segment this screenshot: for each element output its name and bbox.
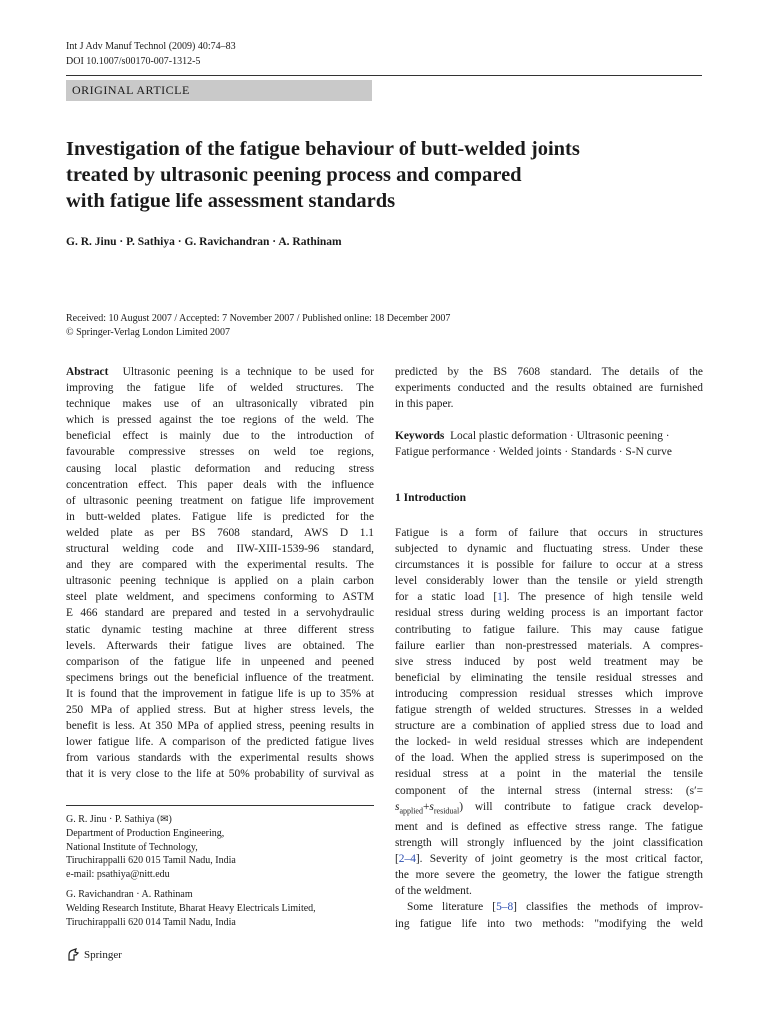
abstract-line: causing local plastic deformation and reducing stress [66, 462, 374, 475]
body-line: of the load. When the applied stress is superimposed on the [395, 752, 703, 765]
abstract-line: levels. Afterwards their fatigue lives are obtained. The [66, 639, 374, 652]
body-line: ment and is defined as effective stress range. The fatigue [395, 820, 703, 833]
copyright-line: © Springer-Verlag London Limited 2007 [66, 327, 231, 338]
body-line: [2–4]. Severity of joint geometry is the most critical factor, [395, 853, 703, 866]
abstract-line: beneficial effect is mainly due to the introduction of [66, 430, 374, 443]
body-line: for a static load [1]. The presence of high tensile weld [395, 591, 704, 604]
history-line: Received: 10 August 2007 / Accepted: 7 November 2007 / Published online: 18 December 2007 [66, 313, 451, 324]
affiliation-block-1 [66, 813, 236, 882]
abstract-line: ultrasonic peening technique is applied on a plain carbon [66, 575, 374, 588]
abstract-line: in this paper. [395, 398, 454, 411]
abstract-line: which is pressed against the toe regions of the weld. The [66, 414, 374, 427]
body-line: introducing compression residual stresses which improve [395, 687, 703, 700]
affiliation-line: G. R. Jinu · P. Sathiya (✉) [66, 814, 172, 825]
body-line: ing fatigue life into two methods: "modifying the weld [395, 917, 703, 930]
body-line: sive stress induced by post weld treatment may be [395, 655, 703, 668]
citation-link[interactable]: 5–8 [496, 901, 514, 914]
doi[interactable]: DOI 10.1007/s00170-007-1312-5 [66, 56, 201, 67]
abstract-heading: Abstract [66, 366, 109, 378]
title-line: Investigation of the fatigue behaviour of butt-welded joints [66, 138, 580, 160]
abstract [66, 364, 374, 782]
citation-link[interactable]: 2–4 [398, 853, 416, 866]
body-line: structure are a combination of applied stress due to load and [395, 720, 703, 733]
body-line: circumstances it is possible for failure to occur at a stress [395, 559, 703, 572]
affiliation-line: Welding Research Institute, Bharat Heavy Electricals Limited, [66, 902, 316, 914]
affiliation-line: Department of Production Engineering, [66, 827, 225, 839]
abstract-line: lower fatigue life. A comparison of the predicted fatigue lives [66, 736, 374, 749]
body-line: subjected to dynamic and fluctuating stress. Under these [395, 543, 703, 556]
body-line: level considerably lower than the tensile or yield strength [395, 575, 703, 588]
abstract-line: favourable compressive stresses on weld toe regions, [66, 446, 374, 459]
body-line: contributing to fatigue failure. This may cause fatigue [395, 623, 703, 636]
header-rule [66, 75, 702, 76]
affiliation-line: G. Ravichandran · A. Rathinam [66, 889, 193, 900]
abstract-line: static dynamic testing machine at three different stress [66, 623, 374, 636]
abstract-line: It is found that the improvement in fatigue life is up to 35% at [66, 687, 374, 700]
abstract-line: 250 MPa of applied stress. But at higher stress levels, the [66, 703, 374, 716]
abstract-line: technique makes use of an ultrasonically vibrated pin [66, 398, 374, 411]
affiliation-line: National Institute of Technology, [66, 841, 198, 853]
email-link[interactable]: e-mail: psathiya@nitt.edu [66, 869, 170, 881]
title-line: with fatigue life assessment standards [66, 190, 396, 212]
springer-horse-icon [66, 948, 80, 962]
body-line: of the weldment. [395, 885, 472, 898]
affiliation-block-2 [66, 888, 316, 929]
paper-title [66, 136, 686, 214]
abstract-line: in butt-welded plates. Fatigue life is predicted for the [66, 510, 374, 523]
abstract-line: welded plate as per BS 7608 standard, AWS D 1.1 [66, 526, 374, 539]
citation-link[interactable]: 1 [497, 591, 503, 604]
abstract-line: steel plate weldment, and specimens conforming to ASTM [66, 591, 374, 604]
title-line: treated by ultrasonic peening process and compared [66, 164, 522, 186]
abstract-continued [395, 364, 703, 412]
keywords-line: Keywords Local plastic deformation · Ultrasonic peening · [395, 430, 670, 442]
body-line: residual stress at a point in the material the tensile [395, 768, 703, 781]
publisher-footer [66, 948, 122, 962]
abstract-line: of ultrasonic peening treatment on fatigue life improvement [66, 494, 374, 507]
body-line: the locked- in weld residual stresses which are independent [395, 736, 703, 749]
introduction-body [395, 525, 703, 932]
body-line-formula: $s_{applied}+s_{residual}$) will contribute to fatigue crack develop- [395, 800, 703, 815]
publication-history [66, 312, 450, 340]
article-type-label: ORIGINAL ARTICLE [66, 80, 372, 101]
abstract-line: specimens brings out the beneficial influence of the treatment. [66, 671, 374, 684]
abstract-line: improving the fatigue life of welded structures. The [66, 382, 374, 395]
body-line: Fatigue is a form of failure that occurs in structures [395, 527, 703, 539]
abstract-line: from various standards with the experimental results shows [66, 752, 374, 765]
abstract-line: and they are compared with the experimental results. The [66, 559, 374, 572]
keywords [395, 428, 703, 460]
body-line: component of the internal stress (internal stress: (s′= [395, 784, 703, 797]
affiliation-line: Tiruchirappalli 620 015 Tamil Nadu, India [66, 855, 236, 867]
abstract-line: predicted by the BS 7608 standard. The details of the [395, 366, 703, 378]
abstract-line: comparison of the fatigue life in unpeened and peened [66, 655, 374, 668]
body-line: failure earlier than non-prestressed materials. A compres- [395, 639, 703, 652]
abstract-line: concentration effect. This paper deals with the influence [66, 478, 374, 491]
abstract-line: structural welding code and IIW-XIII-1539-96 standard, [66, 543, 374, 556]
abstract-line: benefit is less. At 350 MPa of applied stress, peening results in [66, 720, 374, 733]
footnote-rule [66, 805, 374, 806]
abstract-line: Abstract Ultrasonic peening is a technique to be used for [66, 366, 374, 378]
journal-citation: Int J Adv Manuf Technol (2009) 40:74–83 [66, 41, 236, 52]
keywords-line: Fatigue performance · Welded joints · Standards · S-N curve [395, 446, 672, 459]
abstract-line: experiments conducted and the results obtained are furnished [395, 382, 703, 395]
body-line: fatigue strength of welded structures. Stresses in a welded [395, 704, 703, 717]
body-line: Some literature [5–8] classifies the methods of improv- [407, 901, 703, 914]
affiliation-line: Tiruchirappalli 620 014 Tamil Nadu, India [66, 916, 236, 928]
body-line: residual stress during welding process is an important factor [395, 607, 703, 620]
abstract-line: E 466 standard are prepared and tested in a servohydraulic [66, 607, 374, 620]
publisher-name: Springer [84, 949, 122, 961]
body-line: strength will strongly influenced by the joint classification [395, 837, 703, 850]
abstract-line: that it is very close to the life at 50% probability of survival as [66, 768, 374, 781]
body-line: beneficial by eliminating the tensile residual stresses and [395, 671, 703, 684]
keywords-heading: Keywords [395, 430, 445, 442]
section-heading: 1 Introduction [395, 492, 467, 504]
body-line: the more severe the geometry, the lower the fatigue strength [395, 869, 703, 882]
author-list: G. R. Jinu · P. Sathiya · G. Ravichandran · A. Rathinam [66, 236, 342, 248]
